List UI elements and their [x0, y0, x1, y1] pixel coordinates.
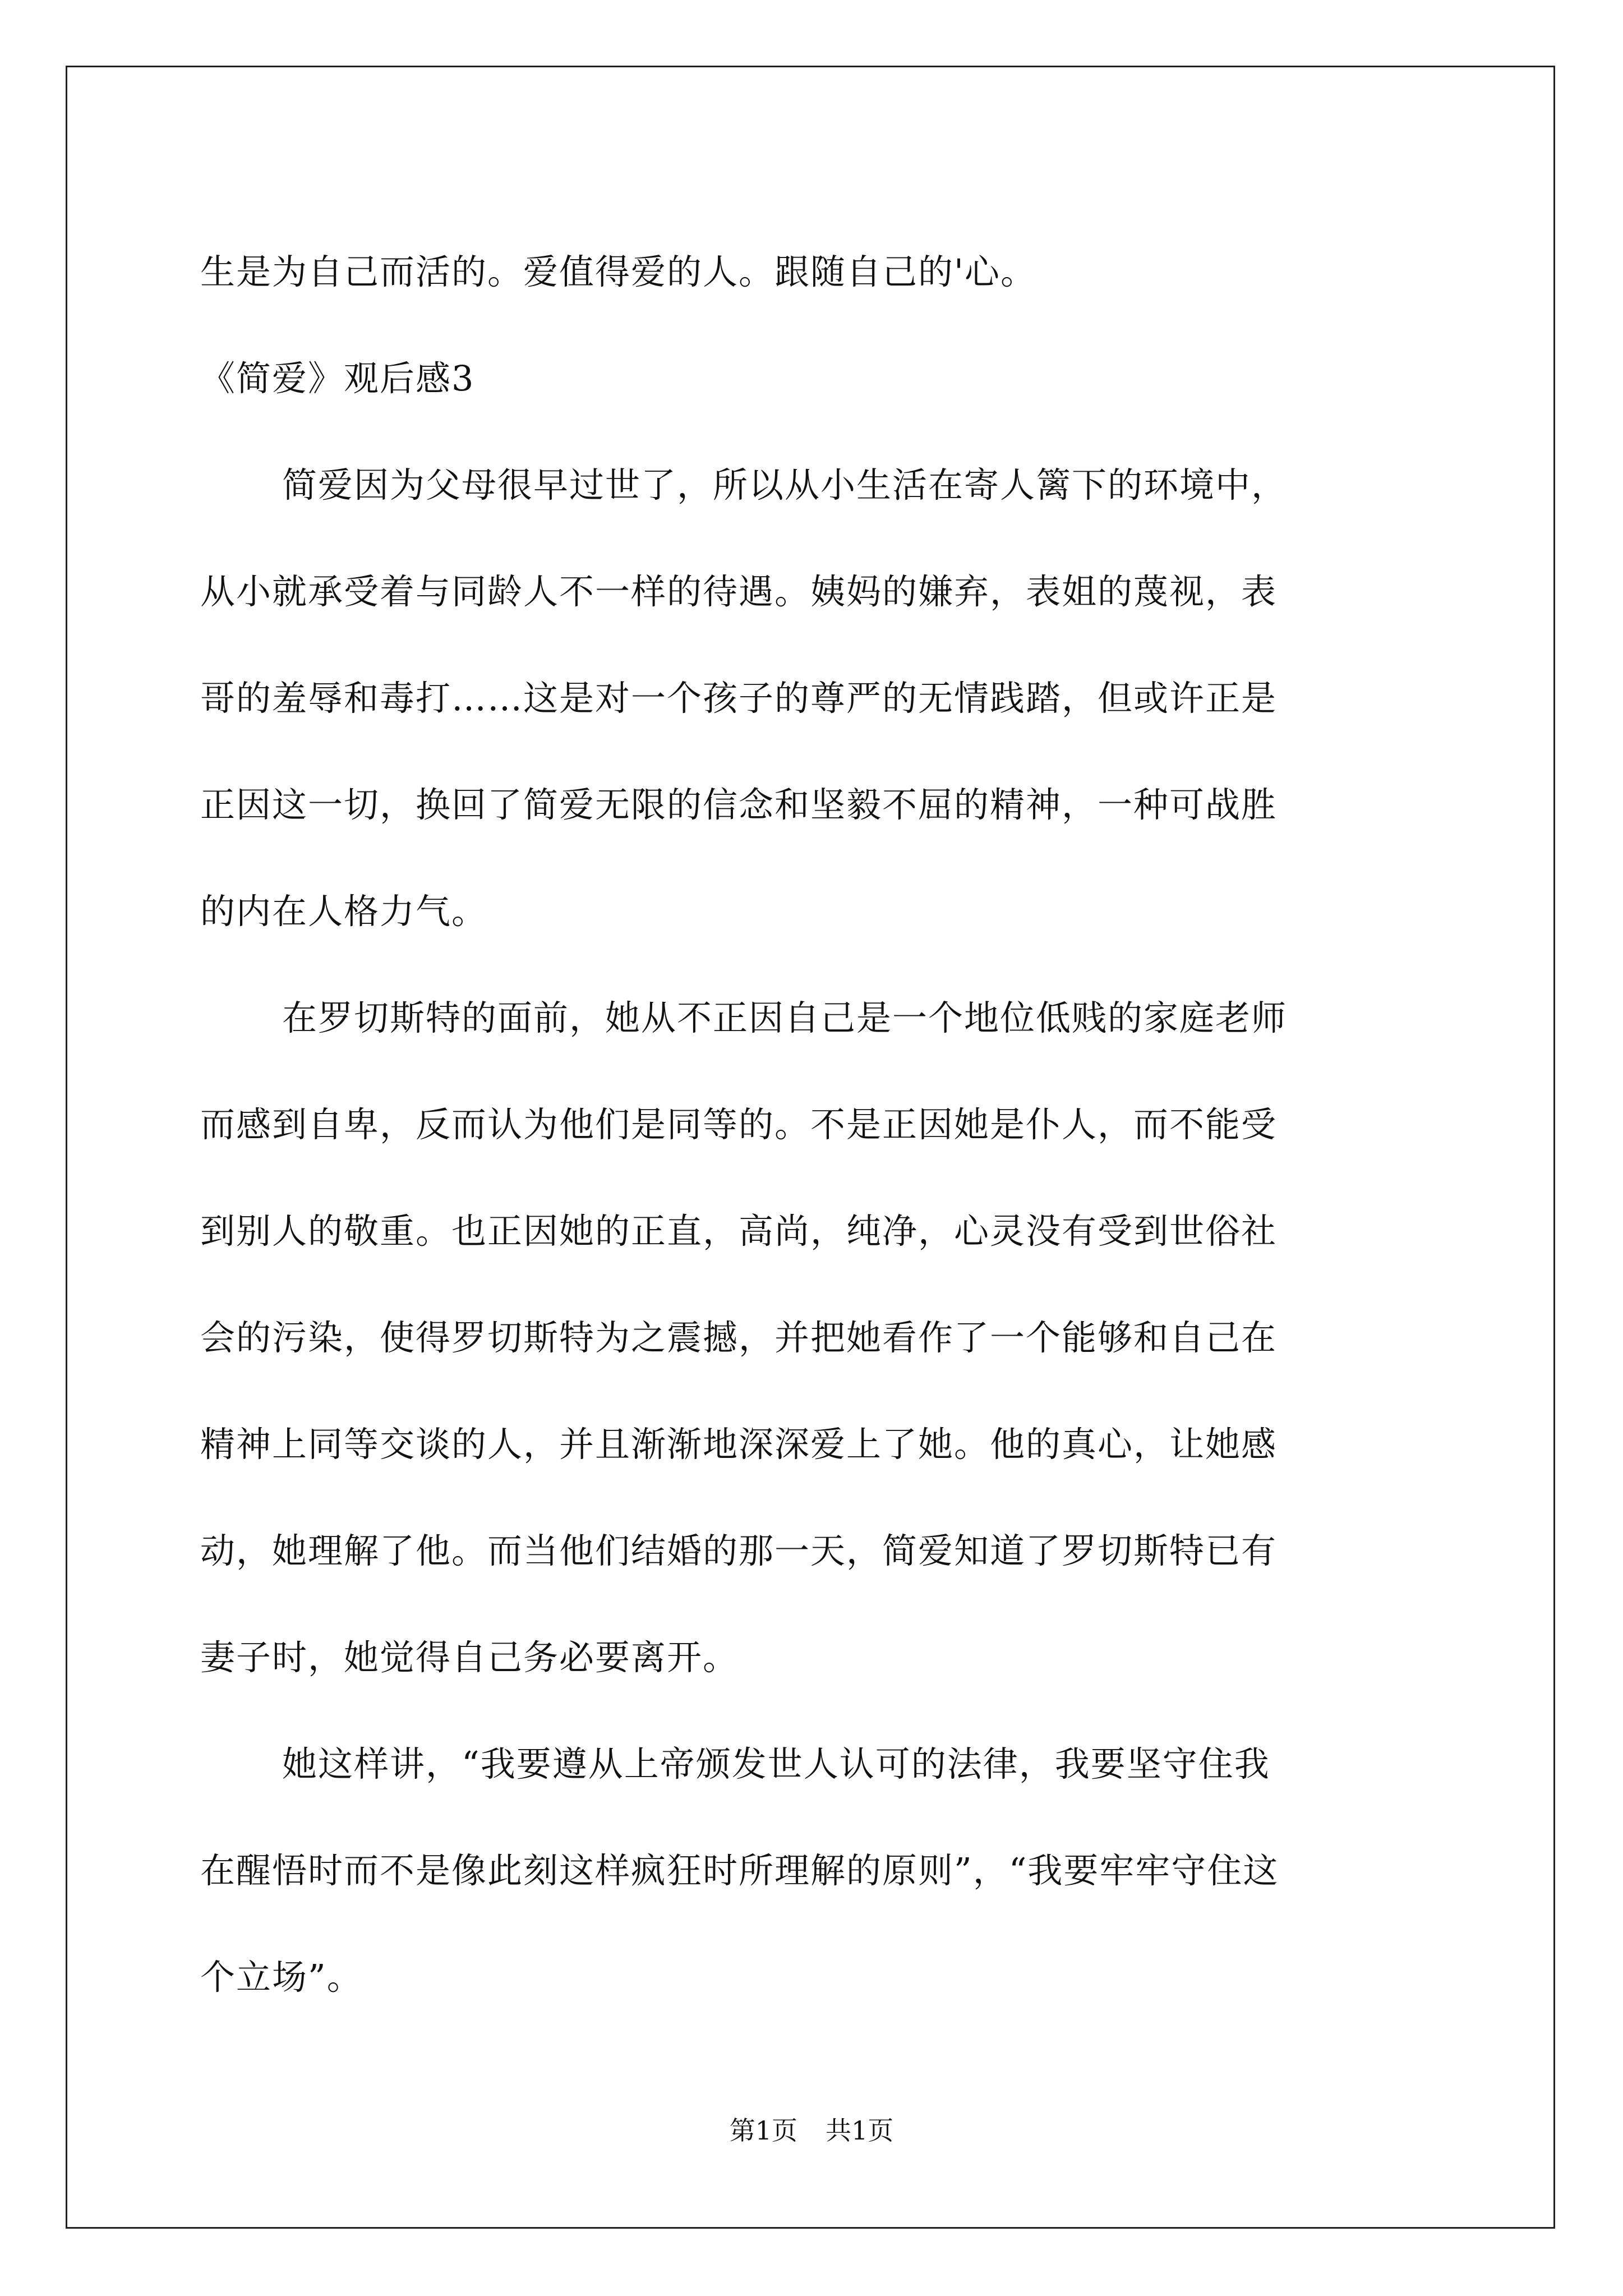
- text-line: 个立场”。: [200, 1957, 363, 1998]
- page-footer: [0, 2114, 1623, 2147]
- text-line: 会的污染，使得罗切斯特为之震撼，并把她看作了一个能够和自己在: [200, 1317, 1278, 1358]
- section-heading: 《简爱》观后感3: [200, 358, 475, 399]
- text-line: 她这样讲，“我要遵从上帝颁发世人认可的法律，我要坚守住我: [282, 1743, 1270, 1784]
- text-line: 哥的羞辱和毒打……这是对一个孩子的尊严的无情践踏，但或许正是: [200, 678, 1278, 719]
- text-line: 简爱因为父母很早过世了，所以从小生活在寄人篱下的环境中，: [282, 464, 1288, 505]
- text-line: 到别人的敬重。也正因她的正直，高尚，纯净，心灵没有受到世俗社: [200, 1211, 1278, 1251]
- text-line: 从小就承受着与同龄人不一样的待遇。姨妈的嫌弃，表姐的蔑视，表: [200, 571, 1278, 612]
- text-line: 精神上同等交谈的人，并且渐渐地深深爱上了她。他的真心，让她感: [200, 1424, 1278, 1465]
- document-body: [200, 219, 1428, 2031]
- text-line: 在醒悟时而不是像此刻这样疯狂时所理解的原则”，“我要牢牢守住这: [200, 1850, 1279, 1891]
- text-line: 生是为自己而活的。爱值得爱的人。跟随自己的'心。: [200, 251, 1037, 292]
- text-line: 动，她理解了他。而当他们结婚的那一天，简爱知道了罗切斯特已有: [200, 1530, 1278, 1571]
- text-line: 妻子时，她觉得自己务必要离开。: [200, 1637, 739, 1678]
- text-line: 的内在人格力气。: [200, 891, 488, 932]
- text-line: 正因这一切，换回了简爱无限的信念和坚毅不屈的精神，一种可战胜: [200, 784, 1278, 825]
- text-line: 而感到自卑，反而认为他们是同等的。不是正因她是仆人，而不能受: [200, 1104, 1278, 1145]
- page-number: 第1页: [729, 2115, 797, 2146]
- page-total: 共1页: [826, 2115, 894, 2146]
- text-line: 在罗切斯特的面前，她从不正因自己是一个地位低贱的家庭老师: [282, 997, 1288, 1038]
